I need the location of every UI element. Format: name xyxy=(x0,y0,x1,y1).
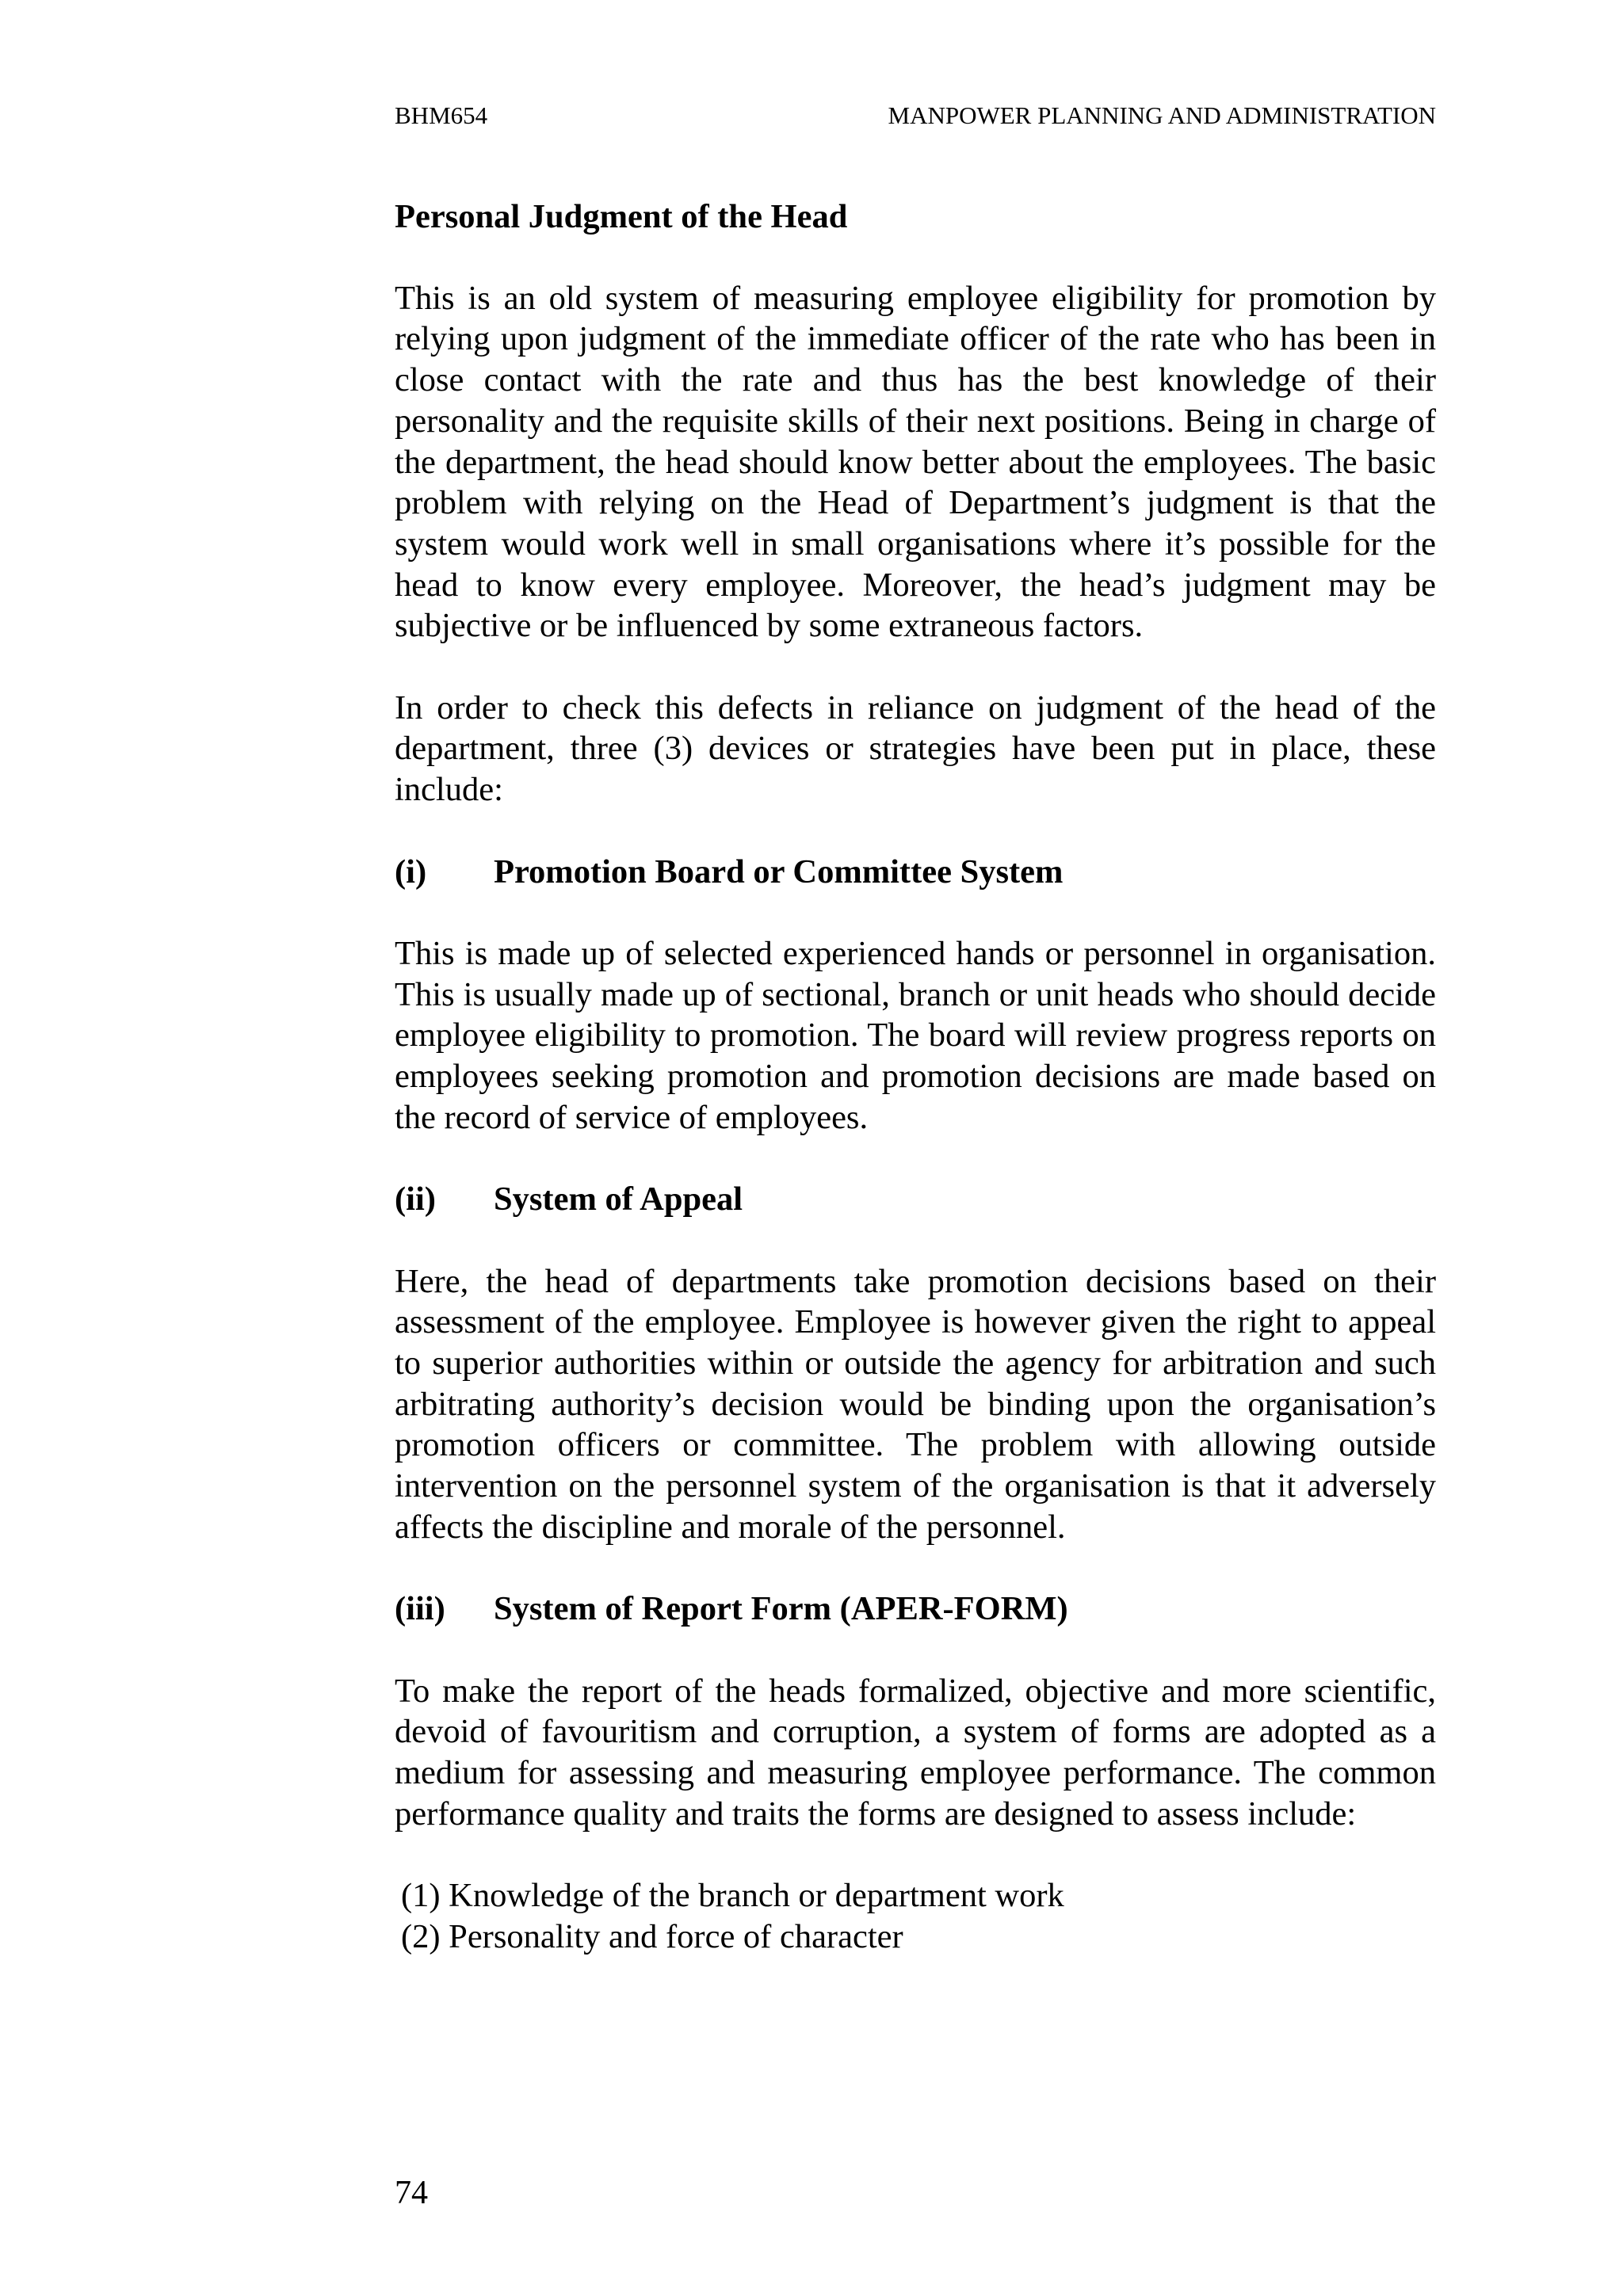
subheading-title: System of Appeal xyxy=(494,1180,743,1219)
paragraph-system-of-appeal: Here, the head of departments take promotion decisions based on their assessment of the employee. Employee is however given the right to appeal to superior authorities within or outside the agency for arbitration and such arbitrating authority’s decision would be binding upon the organisation’s promotion officers or committee. The problem with allowing outside intervention on the personnel system of the organisation is that it adversely affects the discipline and morale of the personnel. xyxy=(395,1262,1436,1546)
section-heading: Personal Judgment of the Head xyxy=(395,198,848,235)
paragraph-intro: This is an old system of measuring employee eligibility for promotion by relying upon judgment of the immediate officer of the rate who has been in close contact with the rate and thus has the best knowledge of their personality and the requisite skills of their next positions. Being in charge of the department, the head should know better about the employees. The basic problem with relying on the Head of Department’s judgment is that the system would work well in small organisations where it’s possible for the head to know every employee. Moreover, the head’s judgment may be subjective or be influenced by some extraneous factors. xyxy=(395,279,1436,645)
page-body xyxy=(395,196,1436,1957)
page-number: 74 xyxy=(395,2175,428,2211)
subheading-number: (ii) xyxy=(395,1180,436,1219)
subheading-promotion-board xyxy=(395,852,1436,893)
paragraph-promotion-board: This is made up of selected experienced hands or personnel in organisation. This is usually made up of sectional, branch or unit heads who should decide employee eligibility to promotion. The board will review progress reports on employees seeking promotion and promotion decisions are made based on the record of service of employees. xyxy=(395,934,1436,1136)
subheading-system-of-appeal xyxy=(395,1179,1436,1220)
traits-list xyxy=(395,1875,1436,1957)
list-item: (2) Personality and force of character xyxy=(401,1917,903,1955)
course-code: BHM654 xyxy=(395,101,488,129)
paragraph-report-form: To make the report of the heads formalized, objective and more scientific, devoid of favouritism and corruption, a system of forms are adopted as a medium for assessing and measuring employee performance. The common performance quality and traits the forms are designed to assess include: xyxy=(395,1672,1436,1833)
subheading-title: Promotion Board or Committee System xyxy=(494,852,1064,891)
subheading-report-form xyxy=(395,1589,1436,1630)
subheading-title: System of Report Form (APER-FORM) xyxy=(494,1590,1068,1628)
paragraph-devices: In order to check this defects in reliance on judgment of the head of the department, three (3) devices or strategies have been put in place, these include: xyxy=(395,688,1436,809)
list-item: (1) Knowledge of the branch or department work xyxy=(401,1877,1064,1914)
course-title: MANPOWER PLANNING AND ADMINISTRATION xyxy=(888,101,1436,129)
subheading-number: (i) xyxy=(395,852,427,891)
running-header xyxy=(395,100,1436,132)
subheading-number: (iii) xyxy=(395,1590,445,1628)
